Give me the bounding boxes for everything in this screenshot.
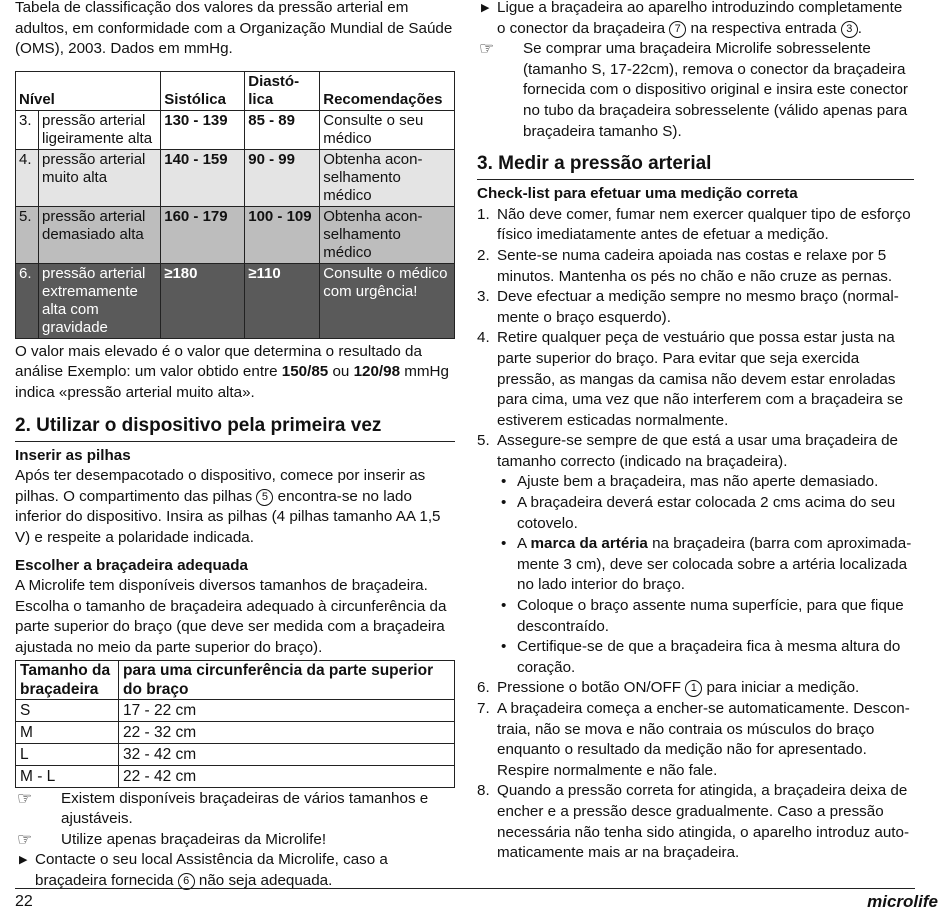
bp-row-systolic: 140 - 159 bbox=[161, 149, 245, 206]
circled-number: 6 bbox=[178, 873, 195, 890]
section-2-title: 2. Utilizar o dispositivo pela primeira vez bbox=[15, 414, 455, 442]
bp-row-recommendation: Consulte o médico com urgência! bbox=[320, 263, 455, 338]
cuff-row bbox=[16, 721, 455, 743]
bullet-item: • Ajuste bem a braçadeira, mas não aperte demasiado. bbox=[497, 472, 914, 493]
cuff-row-size: M - L bbox=[16, 765, 119, 787]
bullet-item: • Certifique-se de que a braçadeira fica à mesma altura do coração. bbox=[501, 638, 901, 676]
pointing-hand-icon: ☞ bbox=[17, 788, 33, 808]
bullet-dot-icon: • bbox=[501, 597, 507, 615]
list-item: 8. Quando a pressão correta for atingida, a braçadeira deixa de encher e a pressão desce gradualmente. Caso a pressão necessária não tenha sido atingida, o aparelho introduz automaticamente mais ar na braçadeira. bbox=[477, 782, 910, 862]
bullet-item: • A marca da artéria na braçadeira (barra com aproximadamente 3 cm), deve ser colocada sobre a artéria localizada no lado interior do braço. bbox=[501, 535, 912, 594]
cuff-row-range: 17 - 22 cm bbox=[119, 699, 455, 721]
cuff-title: Escolher a braçadeira adequada bbox=[15, 556, 248, 574]
cuff-header-range: para uma circunferência da parte superior do braço bbox=[119, 660, 455, 699]
note-cuff-sizes: ☞ Existem disponíveis braçadeiras de vários tamanhos e ajustáveis. bbox=[17, 788, 429, 828]
bp-header-diastolic: Diastó-lica bbox=[245, 71, 320, 110]
list-item: 2. Sente-se numa cadeira apoiada nas costas e relaxe por 5 minutos. Mantenha os pés no chão e não cruze as pernas. bbox=[477, 246, 893, 285]
bp-row-number: 5. bbox=[16, 206, 39, 263]
bp-row-level: pressão arterial extremamente alta com gravidade bbox=[39, 263, 161, 338]
instruction-contact-service: ▶ Contacte o seu local Assistência da Microlife, caso a braçadeira fornecida 6 não seja adequada. bbox=[19, 851, 388, 889]
list-item: 3. Deve efectuar a medição sempre no mesmo braço (normalmente o braço esquerdo). bbox=[477, 288, 899, 326]
bp-row-level: pressão arterial ligeiramente alta bbox=[39, 110, 161, 149]
note-spare-cuff: ☞ Se comprar uma braçadeira Microlife sobresselente (tamanho S, 17-22cm), remova o conector da braçadeira fornecida com o dispositivo original e insira este conector no tubo da braçadeira sobresselente (válido apenas para braçadeira tamanho S). bbox=[479, 39, 908, 140]
bp-row-recommendation: Consulte o seu médico bbox=[320, 110, 455, 149]
brand-logo: microlife bbox=[867, 892, 938, 911]
bp-row-diastolic: 85 - 89 bbox=[245, 110, 320, 149]
bp-row-diastolic: 90 - 99 bbox=[245, 149, 320, 206]
cuff-size-table bbox=[15, 660, 455, 788]
right-column bbox=[477, 0, 914, 864]
section-3-title: 3. Medir a pressão arterial bbox=[477, 152, 914, 180]
bp-row bbox=[16, 206, 455, 263]
bp-row bbox=[16, 149, 455, 206]
blood-pressure-table bbox=[15, 71, 455, 339]
cuff-row bbox=[16, 699, 455, 721]
bp-row bbox=[16, 263, 455, 338]
bp-row-level: pressão arterial muito alta bbox=[39, 149, 161, 206]
cuff-row-range: 32 - 42 cm bbox=[119, 743, 455, 765]
cuff-row-size: L bbox=[16, 743, 119, 765]
bullet-dot-icon: • bbox=[501, 535, 507, 553]
bp-row-recommendation: Obtenha aconselhamento médico bbox=[320, 206, 455, 263]
bullet-dot-icon: • bbox=[501, 473, 507, 491]
checklist-steps bbox=[477, 205, 914, 864]
cuff-row-size: S bbox=[16, 699, 119, 721]
list-item: 7. A braçadeira começa a encher-se automaticamente. Descontraia, não se mova e não contraia os músculos do braço enquanto o resultado da medição não for apresentado. Respire normalmente e não fale. bbox=[477, 700, 910, 779]
circled-number: 5 bbox=[256, 489, 273, 506]
bp-row bbox=[16, 110, 455, 149]
bp-table-explanation: O valor mais elevado é o valor que determina o resultado da análise Exemplo: um valor obtido entre 150/85 ou 120/98 mmHg indica «pressão arterial muito alta». bbox=[15, 342, 449, 401]
bp-row-systolic: ≥180 bbox=[161, 263, 245, 338]
note-microlife-only: ☞ Utilize apenas braçadeiras da Microlife! bbox=[17, 829, 327, 849]
cuff-row bbox=[16, 743, 455, 765]
bp-row-diastolic: ≥110 bbox=[245, 263, 320, 338]
cuff-header-size: Tamanho da braçadeira bbox=[16, 660, 119, 699]
cuff-row-range: 22 - 42 cm bbox=[119, 765, 455, 787]
batteries-title: Inserir as pilhas bbox=[15, 446, 131, 464]
circled-number: 1 bbox=[685, 680, 702, 697]
bp-row-number: 6. bbox=[16, 263, 39, 338]
batteries-text: Após ter desempacotado o dispositivo, comece por inserir as pilhas. O compartimento das pilhas 5 encontra-se no lado inferior do dispositivo. Insira as pilhas (4 pilhas tamanho AA 1,5 V) e respeite a polaridade indicada. bbox=[15, 467, 441, 546]
bp-row-systolic: 160 - 179 bbox=[161, 206, 245, 263]
list-item: 5. Assegure-se sempre de que está a usar uma braçadeira de tamanho correcto (indicado na braçadeira). • Ajuste bem a braçadeira, mas não aperte demasiado. • A braçadeira deverá estar colocada 2 cms acima do seu cotovelo. • A marca da artéria na braçadeira (barra com aproximadamente 3 cm), deve ser colocada sobre a artéria localizada no lado interior do braço. • Coloque o braço assente numa superfície, para que fique descontraído. • Certifique-se de que a braçadeira fica à mesma altura do coração. bbox=[477, 431, 914, 678]
instruction-connect-cuff: ▶ Ligue a braçadeira ao aparelho introduzindo completamente o conector da braçadeira 7 na respectiva entrada 3 . bbox=[481, 0, 903, 37]
cuff-text: A Microlife tem disponíveis diversos tamanhos de braçadeira. Escolha o tamanho de braçadeira adequado à circunferência da parte superior do braço (que deve ser medida com a braçadeira ajustada no meio da parte superior do braço). bbox=[15, 577, 447, 656]
cuff-checklist-bullets bbox=[497, 472, 914, 678]
list-item: 1. Não deve comer, fumar nem exercer qualquer tipo de esforço físico imediatamente antes de efetuar a medição. bbox=[477, 205, 911, 244]
bp-row-diastolic: 100 - 109 bbox=[245, 206, 320, 263]
list-item: 6. Pressione o botão ON/OFF 1 para iniciar a medição. bbox=[477, 679, 860, 697]
triangle-right-icon: ▶ bbox=[481, 2, 490, 14]
bp-row-recommendation: Obtenha aconselhamento médico bbox=[320, 149, 455, 206]
bullet-item: • Coloque o braço assente numa superfície, para que fique descontraído. bbox=[501, 597, 904, 635]
bullet-dot-icon: • bbox=[501, 638, 507, 656]
circled-number: 3 bbox=[841, 21, 858, 38]
bp-table-intro: Tabela de classificação dos valores da pressão arterial em adultos, em conformidade com a Organização Mundial de Saúde (OMS), 2003. Dados em mmHg. bbox=[15, 0, 453, 58]
left-column bbox=[15, 0, 455, 891]
bullet-item: • A braçadeira deverá estar colocada 2 cms acima do seu cotovelo. bbox=[501, 494, 896, 532]
page-number: 22 bbox=[15, 893, 33, 910]
bp-row-level: pressão arterial demasiado alta bbox=[39, 206, 161, 263]
bp-row-number: 4. bbox=[16, 149, 39, 206]
list-item: 4. Retire qualquer peça de vestuário que possa estar justa na parte superior do braço. Para evitar que seja exercida pressão, as mangas da camisa não devem estar enroladas para cima, uma vez que não interferem com a braçadeira se estiverem esticadas normalmente. bbox=[477, 329, 904, 429]
checklist-title: Check-list para efetuar uma medição correta bbox=[477, 185, 798, 203]
bp-header-recommendations: Recomendações bbox=[320, 71, 455, 110]
pointing-hand-icon: ☞ bbox=[479, 39, 495, 59]
bullet-dot-icon: • bbox=[501, 494, 507, 512]
circled-number: 7 bbox=[669, 21, 686, 38]
bp-header-level: Nível bbox=[16, 71, 161, 110]
cuff-row-range: 22 - 32 cm bbox=[119, 721, 455, 743]
triangle-right-icon: ▶ bbox=[19, 854, 28, 867]
pointing-hand-icon: ☞ bbox=[17, 829, 33, 849]
cuff-row bbox=[16, 765, 455, 787]
bp-row-systolic: 130 - 139 bbox=[161, 110, 245, 149]
footer-divider bbox=[15, 888, 915, 889]
bp-header-systolic: Sistólica bbox=[161, 71, 245, 110]
bp-row-number: 3. bbox=[16, 110, 39, 149]
cuff-row-size: M bbox=[16, 721, 119, 743]
